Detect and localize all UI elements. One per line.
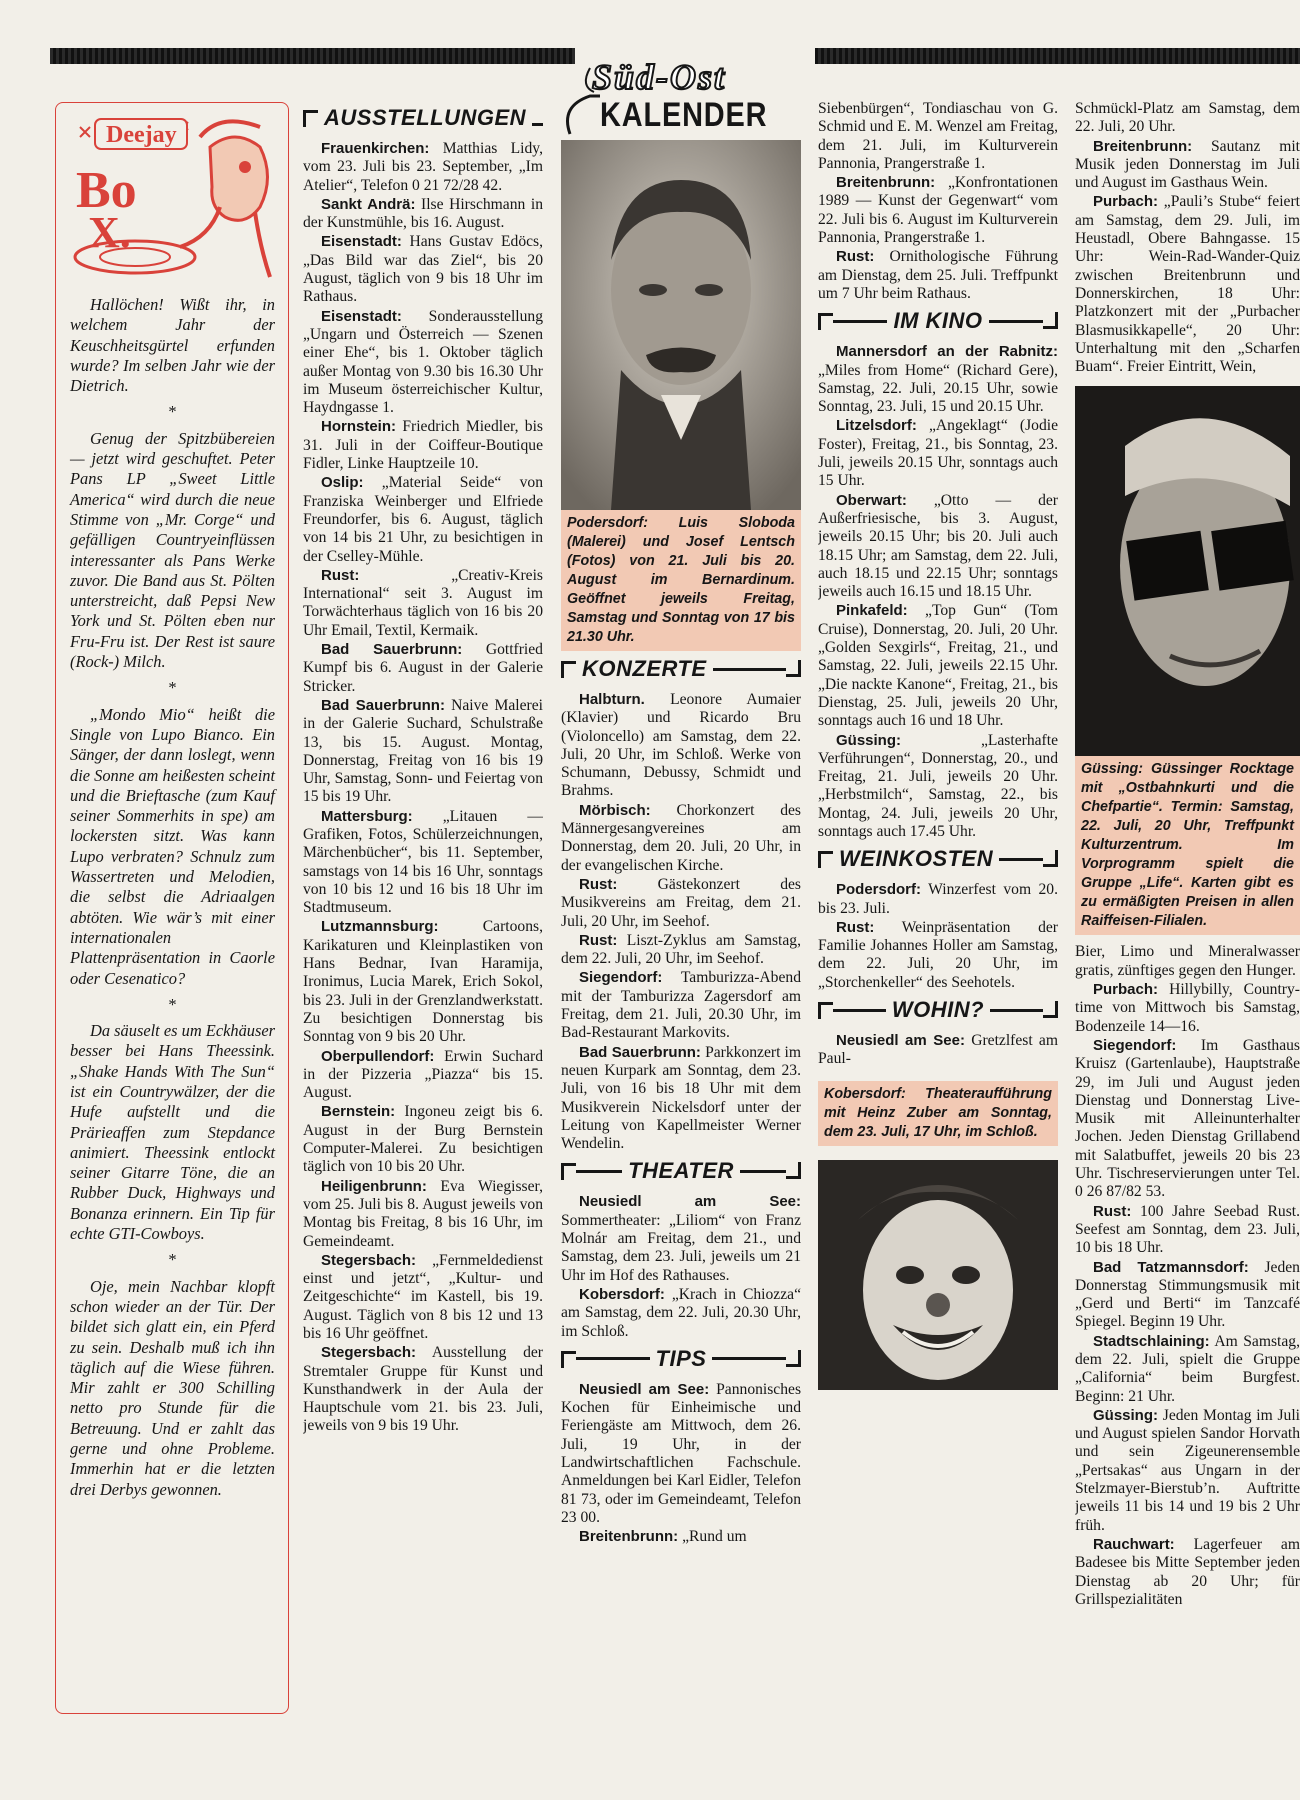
listing-place: Sankt Andrä: (321, 195, 416, 213)
deejay-box (55, 102, 289, 1714)
listing-entry (303, 1252, 543, 1343)
listing-entry (1075, 1037, 1300, 1202)
section-title: TIPS (655, 1345, 707, 1371)
section-title: THEATER (628, 1158, 734, 1184)
listing-place: Siegendorf: (579, 969, 663, 987)
listing-place: Oberpullendorf: (321, 1047, 435, 1065)
photo-caption: Kobersdorf: Theateraufführung mit Heinz Zuber am Sonntag, dem 23. Juli, 17 Uhr, im Schloß. (818, 1081, 1058, 1146)
listing-place: Breitenbrunn: (579, 1528, 679, 1546)
entry-list (561, 1381, 801, 1547)
listing-text: Cartoons, Karikaturen und Kleinplastiken von Hans Bednar, Ivan Haramija, Ironimus, Lucia Marek, Erich Sokol, bis 23. Juli in der Grenzlandwerkstatt. Zu besichtigen Donnerstag bis Sonntag von 9 bis 20 Uhr. (303, 918, 543, 1046)
listing-text: Chorkonzert des Männergesangvereines am Donnerstag, dem 20. Juli, 20 Uhr, in der evangelischen Kirche. (561, 801, 801, 874)
section-title: AUSSTELLUNGEN (324, 104, 527, 130)
listing-place: Rust: (579, 875, 618, 893)
photo-clown (818, 1160, 1058, 1390)
listing-text: „Top Gun“ (Tom Cruise), Donnerstag, 20. Juli, 20 Uhr. „Golden Sexgirls“, Freitag, 21., und Samstag, 22. Juli, jeweils 22.15 Uhr. „Die nackte Kanone“, Freitag, 21., bis Dienstag, 25. Juli, jeweils 20 Uhr, sonntags auch 16 und 18 Uhr. (818, 602, 1058, 730)
listing-place: Rust: (321, 566, 360, 584)
listing-place: Mattersburg: (321, 807, 413, 825)
logo-word-x: X. (88, 208, 131, 257)
listing-text: „Angeklagt“ (Jodie Foster), Freitag, 21., bis Sonntag, 23. Juli, jeweils 20.15 Uhr, sonntags auch 15 Uhr. (818, 417, 1058, 490)
listing-place: Eisenstadt: (321, 307, 402, 325)
listing-text: „Litauen — Grafiken, Fotos, Schülerzeichnungen, Märchenbücher“, bis 11. September, samstags von 14 bis 16 Uhr, sonntags von 10 bis 12 und 16 bis 18 Uhr im Stadtmuseum. (303, 807, 543, 917)
listing-place: Purbach: (1093, 193, 1159, 211)
section-title: IM KINO (893, 308, 983, 334)
deejay-paragraph: Genug der Spitzbübereien — jetzt wird geschuftet. Peter Pans LP „Sweet Little America“ wird durch die neue Stimme von „Mr. Corge“ und gefälligen Countryeinflüssen interessanter als Pans Werke zuvor. Die Band aus St. Pölten unterstreicht, daß Pepsi New York und St. Pölten eben nur Fru-Fru ist. Der Rest ist saure (Rock-) Milch. (70, 428, 275, 672)
listing-place: Purbach: (1093, 981, 1159, 999)
deejay-paragraph: Hallöchen! Wißt ihr, in welchem Jahr der Keuschheitsgürtel erfunden wurde? Im selben Jahr wie der Dietrich. (70, 295, 275, 396)
deejay-paragraph: „Mondo Mio“ heißt die Single von Lupo Bianco. Ein Sänger, der dann loslegt, wenn die Sonne am heißesten scheint und die Brieftasche (zum Kauf seiner Sommerhits in spe) am lockersten sitzt. Was kann Lupo verbraten? Schnulz zum Wassertreten und Melodien, die selbst die Adriaalgen abtöten. Wie wär’s mit einer internationalen Plattenpräsentation in Caorle oder Cesenatico? (70, 704, 275, 988)
listing-text: Winzerfest vom 20. bis 23. Juli. (818, 881, 1058, 917)
listing-text: Friedrich Miedler, bis 31. Juli in der Coiffeur-Boutique Fidler, Linke Hauptzeile 10. (303, 418, 543, 473)
listing-text: Jeden Montag im Juli und August spielen Sandor Horvath und sein Zigeunerensemble „Pertsakas“ aus Ungarn in der Stelzmayer-Bierstub’n. Auftritte jeweils 11 bis 14 und 19 bis 2 Uhr früh. (1075, 1406, 1300, 1534)
listing-place: Rust: (1093, 1202, 1132, 1220)
listing-text: Gottfried Kumpf bis 6. August in der Galerie Stricker. (303, 641, 543, 695)
listing-text: 100 Jahre Seebad Rust. Seefest am Sonntag, dem 23. Juli, 10 bis 18 Uhr. (1075, 1202, 1300, 1257)
listing-place: Bad Sauerbrunn: (321, 641, 463, 659)
listing-text: Leonore Aumaier (Klavier) und Ricardo Bru (Violoncello) am Samstag, dem 22. Juli, 20 Uhr, im Schloß. Werke von Schumann, Debussy, Schmidt und Brahms. (561, 691, 801, 800)
listing-text: „Konfrontationen 1989 — Kunst der Gegenwart“ vom 22. Juli bis 6. August im Kulturverein Pannonia, Prangerstraße 1. (818, 174, 1058, 247)
listing-place: Oslip: (321, 474, 364, 492)
listing-place: Kobersdorf: (579, 1285, 665, 1303)
section-header-kino (818, 307, 1058, 335)
photo-man-sunglasses (1075, 386, 1300, 756)
listing-place: Breitenbrunn: (836, 174, 936, 192)
listing-place: Neusiedl am See: (579, 1380, 710, 1398)
separator-star: * (168, 678, 177, 698)
listing-entry (561, 1381, 801, 1527)
listing-text: „Miles from Home“ (Richard Gere), Samstag, 22. Juli, 20.15 Uhr, sowie Sonntag, 23. Juli, 15 und 20.15 Uhr. (818, 361, 1058, 416)
listing-entry (1075, 1536, 1300, 1609)
listing-place: Bad Sauerbrunn: (579, 1043, 701, 1061)
listing-entry (561, 969, 801, 1042)
section-header-konzerte (561, 655, 801, 683)
photo-caption: Güssing: Güssinger Rocktage mit „Ostbahnkurti und die Chefpartie“. Termin: Samstag, 22. Juli, 20 Uhr, Treffpunkt Kulturzentrum. Im Vorprogramm spielt die Gruppe „Life“. Karten gibt es zu ermäßigten Preisen in allen Raiffeisen-Filialen. (1075, 756, 1300, 935)
listing-entry (303, 697, 543, 807)
listing-place: Stegersbach: (321, 1344, 417, 1362)
listing-text: Ilse Hirschmann in der Kunstmühle, bis 16. August. (303, 195, 543, 232)
masthead-sued-ost: Süd-Ost (592, 57, 727, 97)
listing-text: Gretzlfest am Paul- (818, 1032, 1058, 1068)
listing-place: Siegendorf: (1093, 1036, 1177, 1054)
listing-entry (303, 1178, 543, 1251)
listing-entry (561, 691, 801, 801)
deejay-paragraph: Da säuselt es um Eckhäuser besser bei Hans Theessink. „Shake Hands With The Sun“ ist ein Countrywälzer, der die Hufe aufstellt und die Prärieaffen zum Stepdance animiert. Theessink entlockt seiner Gitarre Töne, die an Rubber Duck, Highways und Bonanza erinnern. Ein Tip für echte GTI-Cowboys. (70, 1021, 275, 1244)
listing-text: Im Gasthaus Kruisz (Gartenlaube), Hauptstraße 29, im Juli und August jeden Dienstag und Donnerstag Live-Musik mit Alleinunterhalter Jochen. Jeden Dienstag Grillabend mit Salatbuffet, jeweils 20 bis 23 Uhr. Tischreservierungen unter Tel. 0 26 87/82 53. (1075, 1036, 1300, 1201)
listing-place: Güssing: (1093, 1406, 1159, 1424)
listing-entry (818, 100, 1058, 173)
listing-place: Stegersbach: (321, 1251, 417, 1269)
listing-text: „Rund um (682, 1528, 747, 1546)
listing-entry (303, 918, 543, 1046)
listing-text: Ingoneu zeigt bis 6. August in der Burg Bernstein Computer-Malerei. Zu besichtigen täglich von 10 bis 20 Uhr. (303, 1103, 543, 1176)
listing-text: Ausstellung der Stremtaler Gruppe für Kunst und Kunsthandwerk in der Aula der Hauptschule vom 21. bis 23. Juli, jeweils von 9 bis 19 Uhr. (303, 1344, 543, 1435)
listing-place: Eisenstadt: (321, 233, 402, 251)
listing-entry (818, 1032, 1058, 1069)
listing-entry (818, 881, 1058, 918)
listing-entry (303, 418, 543, 473)
listing-text: Ornithologische Führung am Dienstag, dem 25. Juli. Treffpunkt um 7 Uhr beim Rathaus. (818, 248, 1058, 302)
listing-place: Rust: (836, 248, 875, 266)
listing-entry (561, 876, 801, 931)
listing-text: Gästekonzert des Musikvereins am Freitag, dem 21. Juli, 20 Uhr, im Seehof. (561, 875, 801, 930)
section-title: KONZERTE (582, 655, 707, 681)
section-header-tips (561, 1345, 801, 1373)
listing-text: Sommertheater: „Liliom“ von Franz Molnár am Freitag, dem 21., und Samstag, dem 23. Juli, jeweils um 21 Uhr im Hof des Rathauses. (561, 1211, 801, 1284)
listing-text: Parkkonzert im neuen Kurpark am Sonntag, dem 23. Juli, von 16 bis 18 Uhr mit dem Musikverein Nickelsdorf unter der Leitung von Kapellmeister Werner Wendelin. (561, 1043, 801, 1153)
listing-place: Bad Tatzmannsdorf: (1093, 1258, 1249, 1276)
listing-entry (303, 140, 543, 195)
listing-text: Am Samstag, dem 22. Juli, spielt die Gruppe „California“ beim Burgfest. Beginn: 21 Uhr. (1075, 1332, 1300, 1405)
photo-portrait-man (561, 140, 801, 510)
listing-entry (561, 802, 801, 875)
entry-list (818, 1032, 1058, 1069)
entry-list (818, 100, 1058, 303)
listing-text: Liszt-Zyklus am Samstag, dem 22. Juli, 20 Uhr, im Seehof. (561, 931, 801, 968)
listing-place: Mörbisch: (579, 801, 651, 819)
listing-entry (303, 567, 543, 640)
section-header-wohin (818, 996, 1058, 1024)
entry-list (818, 343, 1058, 841)
listing-place: Hornstein: (321, 418, 396, 436)
photo-caption: Podersdorf: Luis Sloboda (Malerei) und Josef Lentsch (Fotos) von 21. Juli bis 20. August im Bernardinum. Geöffnet jeweils Freitag, Samstag und Sonntag von 17 bis 21.30 Uhr. (561, 510, 801, 651)
listing-text: „Pauli’s Stube“ feiert am Samstag, dem 29. Juli, im Heustadl, Obere Bahngasse. 15 Uhr: Wein-Rad-Wander-Quiz zwischen Breitenbrunn und Donnerskirchen, 18 Uhr: Platzkonzert mit der „Purbacher Blasmusikkapelle“, 20 Uhr: Unterhaltung mit den „Scharfen Buam“. Freier Eintritt, Wein, (1075, 193, 1300, 376)
listing-entry (1075, 1203, 1300, 1258)
listing-place: Neusiedl am See: (836, 1032, 965, 1050)
listing-entry (818, 492, 1058, 602)
listing-entry (1075, 1333, 1300, 1406)
listing-place: Rust: (836, 918, 875, 936)
listing-entry (818, 343, 1058, 416)
entry-list (1075, 100, 1300, 376)
listing-entry (303, 1103, 543, 1176)
section-header-ausstellungen (303, 104, 543, 132)
listing-entry (303, 308, 543, 418)
listing-text: Schmückl-Platz am Samstag, dem 22. Juli, 20 Uhr. (1075, 100, 1300, 136)
listing-entry (303, 808, 543, 918)
listing-text: Jeden Donnerstag Stimmungsmusik mit „Gerd und Berti“ im Tanzcafé Spiegel. Beginn 19 Uhr. (1075, 1258, 1300, 1331)
listing-entry (561, 1286, 801, 1341)
listing-place: Frauenkirchen: (321, 140, 430, 157)
listing-text: Naive Malerei in der Galerie Suchard, Schulstraße 13, bis 15. August. Montag, Donnerstag, Freitag von 16 bis 19 Uhr, Samstag, Sonn- und Feiertag von 15 bis 19 Uhr. (303, 696, 543, 806)
deejay-box-logo (60, 107, 282, 287)
column-tips-continued (1075, 100, 1300, 1790)
section-header-theater (561, 1157, 801, 1185)
listing-entry (303, 474, 543, 565)
listing-text: Erwin Suchard in der Pizzeria „Piazza“ bis 15. August. (303, 1047, 543, 1102)
separator-star: * (168, 402, 177, 422)
listing-entry (1075, 981, 1300, 1036)
listing-text: Pannonisches Kochen für Einheimische und Feriengäste am Mittwoch, dem 26. Juli, 19 Uhr, in der Landwirtschaftlichen Fachschule. Anmeldungen bei Karl Eidler, Telefon 81 73, oder im Gemeindeamt, Telefon 23 00. (561, 1380, 801, 1526)
listing-place: Bernstein: (321, 1103, 396, 1121)
listing-place: Oberwart: (836, 491, 907, 509)
listing-place: Güssing: (836, 731, 902, 749)
masthead-kalender: KALENDER (600, 96, 768, 134)
listing-text: Eva Wiegisser, vom 25. Juli bis 8. August jeweils von Montag bis Freitag, 8 bis 16 Uhr, im Gemeindeamt. (303, 1177, 543, 1250)
listing-entry (818, 174, 1058, 247)
listing-place: Neusiedl am See: (579, 1193, 801, 1211)
listing-place: Heiligenbrunn: (321, 1177, 427, 1195)
listing-text: „Lasterhafte Verführungen“, Donnerstag, 20., und Freitag, 21. Juli, jeweils 20 Uhr. „Herbstmilch“, Samstag, 22., bis Montag, 24. Juli, jeweils 20 Uhr, sonntags auch 17.45 Uhr. (818, 731, 1058, 840)
section-title: WOHIN? (891, 996, 985, 1022)
column-kino (818, 100, 1058, 1790)
listing-entry (303, 1048, 543, 1103)
entry-list (1075, 943, 1300, 1609)
listing-text: „Fernmeldedienst einst und jetzt“, „Kultur- und Zeitgeschichte“ im Kastell, bis 19. August. Täglich von 8 bis 12 und 13 bis 16 Uhr geöffnet. (303, 1251, 543, 1342)
listing-entry (303, 196, 543, 233)
separator-star: * (168, 994, 177, 1014)
listing-text: Hans Gustav Edöcs, „Das Bild war das Ziel“, bis 20 August, täglich von 9 bis 18 Uhr im Rathaus. (303, 233, 543, 306)
listing-text: Matthias Lidy, vom 23. Juli bis 23. September, „Im Atelier“, Telefon 0 21 72/28 42. (303, 140, 543, 194)
deejay-paragraph: Oje, mein Nachbar klopft schon wieder an der Tür. Der bildet sich glatt ein, ein Pferd zu sein. Deshalb muß ich ihn täglich auf die Wiese führen. Mir zahlt er 300 Schilling netto pro Stunde für die Betreuung. Und er zahlt das gerne und ohne Probleme. Immerhin hat er die letzten drei Derbys gewonnen. (70, 1276, 275, 1499)
entry-list (561, 1193, 801, 1340)
listing-text: Sautanz mit Musik jeden Donnerstag im Juli und August im Gasthaus Wein. (1075, 137, 1300, 192)
listing-entry (303, 1344, 543, 1435)
listing-place: Podersdorf: (836, 881, 922, 899)
listing-entry (818, 417, 1058, 490)
listing-place: Rauchwart: (1093, 1535, 1175, 1553)
listing-text: Weinpräsentation der Familie Johannes Holler am Samstag, dem 22. Juli, 20 Uhr, im „Storchenkeller“ des Seehotels. (818, 918, 1058, 991)
listing-place: Breitenbrunn: (1093, 137, 1193, 155)
listing-text: „Otto — der Außerfriesische, bis 3. August, jeweils 20.15 Uhr; bis 20. Juli auch 18.15 Uhr; am Samstag, dem 22. Juli, auch 18.15 und 22.15 Uhr; sonntags jeweils auch 16.15 und 18.15 Uhr. (818, 491, 1058, 601)
listing-entry (303, 233, 543, 306)
column-ausstellungen (303, 100, 543, 1790)
listing-place: Halbturn. (579, 691, 645, 708)
listing-entry (561, 1193, 801, 1284)
listing-text: Siebenbürgen“, Tondiaschau von G. Schmid und E. M. Wenzel am Freitag, dem 21. Juli, im Kulturverein Pannonia, Prangerstraße 1. (818, 100, 1058, 172)
listing-text: „Creativ-Kreis International“ seit 3. August im Torwächterhaus täglich von 16 bis 20 Uhr Email, Textil, Kermaik. (303, 566, 543, 639)
listing-text: Hillybilly, Country-time von Mittwoch bis Samstag, Bodenzeile 14—16. (1075, 981, 1300, 1035)
listing-place: Rust: (579, 931, 618, 949)
listing-place: Bad Sauerbrunn: (321, 696, 445, 714)
listing-entry (561, 1044, 801, 1154)
logo-word-deejay: Deejay (106, 122, 177, 148)
listing-entry (1075, 943, 1300, 980)
listing-entry (1075, 193, 1300, 376)
section-header-weinkosten (818, 845, 1058, 873)
listing-text: Bier, Limo und Mineralwasser gratis, zünftiges gegen den Hunger. (1075, 943, 1300, 979)
listing-place: Lutzmannsburg: (321, 918, 439, 936)
listing-entry (818, 602, 1058, 730)
listing-entry (561, 932, 801, 969)
listing-place: Litzelsdorf: (836, 417, 917, 435)
logo-word-bo: Bo (76, 162, 137, 219)
listing-entry (818, 732, 1058, 842)
section-title: WEINKOSTEN (839, 846, 994, 872)
listing-text: Tamburizza-Abend mit der Tamburizza Zagersdorf am Freitag, dem 21. Juli, 20.30 Uhr, im Bad-Restaurant Markovits. (561, 969, 801, 1042)
listing-entry (1075, 1259, 1300, 1332)
column-konzerte (561, 100, 801, 1790)
listing-entry (561, 1528, 801, 1546)
listing-entry (818, 919, 1058, 992)
entry-list (561, 691, 801, 1153)
listing-text: „Krach in Chiozza“ am Samstag, dem 22. Juli, 20.30 Uhr, im Schloß. (561, 1285, 801, 1340)
listing-text: Sonderausstellung „Ungarn und Österreich — Szenen einer Ehe“, bis 1. Oktober täglich außer Montag von 9.30 bis 16.30 Uhr im Museum österreichischer Kultur, Haydngasse 1. (303, 307, 543, 417)
listing-text: „Material Seide“ von Franziska Weinberger und Elfriede Freundorfer, bis 6. August, täglich von 14 bis 21 Uhr, zu besichtigen in der Cselley-Mühle. (303, 474, 543, 565)
listing-entry (1075, 100, 1300, 137)
listing-entry (303, 641, 543, 696)
entry-list (303, 140, 543, 1436)
deejay-box-text (70, 295, 275, 1500)
entry-list (818, 881, 1058, 992)
listing-entry (1075, 1407, 1300, 1535)
listing-text: Lagerfeuer am Badesee bis Mitte September jeden Dienstag ab 20 Uhr; für Grillspezialitäten (1075, 1535, 1300, 1608)
listing-place: Stadtschlaining: (1093, 1332, 1210, 1350)
separator-star: * (168, 1250, 177, 1270)
listing-entry (1075, 138, 1300, 193)
listing-place: Mannersdorf an der Rabnitz: (836, 343, 1058, 361)
listing-place: Pinkafeld: (836, 602, 908, 620)
listing-entry (818, 248, 1058, 303)
